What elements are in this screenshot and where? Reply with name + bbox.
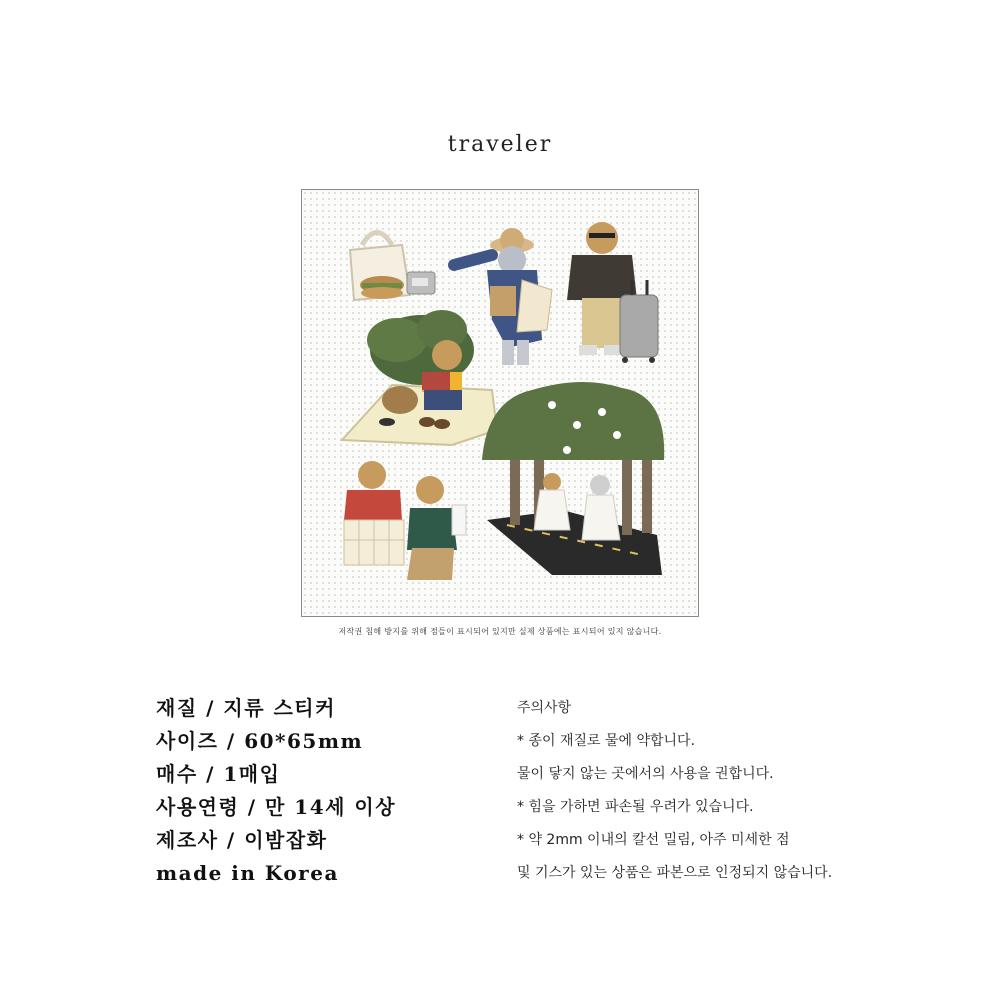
spec-manufacturer: 제조사 / 이밤잡화 bbox=[156, 828, 328, 852]
caution-section bbox=[517, 692, 832, 890]
spec-age: 사용연령 / 만 14세 이상 bbox=[156, 795, 397, 819]
caution-heading: 주의사항 bbox=[517, 700, 572, 716]
sticker-illustrations bbox=[302, 190, 698, 616]
product-title: traveler bbox=[447, 132, 553, 157]
picnic-sticker bbox=[342, 310, 497, 445]
copyright-notice: 저작권 침해 방지를 위해 점들이 표시되어 있지만 실제 상품에는 표시되어 있지 않습니다. bbox=[338, 627, 662, 636]
caution-line: 물이 닿지 않는 곳에서의 사용을 권합니다. bbox=[517, 766, 774, 782]
spec-material: 재질 / 지류 스티커 bbox=[156, 696, 336, 720]
suitcase-bear-sticker bbox=[567, 222, 658, 363]
sticker-sheet-image bbox=[301, 189, 699, 617]
market-stall-sticker bbox=[344, 461, 466, 580]
spec-size: 사이즈 / 60*65mm bbox=[156, 729, 364, 753]
caution-line: * 종이 재질로 물에 약합니다. bbox=[517, 733, 696, 749]
tote-bag-sandwich-sticker bbox=[350, 233, 435, 301]
caution-line: * 힘을 가하면 파손될 우려가 있습니다. bbox=[517, 799, 754, 815]
spec-quantity: 매수 / 1매입 bbox=[156, 762, 281, 786]
forest-road-sticker bbox=[482, 382, 664, 575]
caution-line: 및 기스가 있는 상품은 파본으로 인정되지 않습니다. bbox=[517, 865, 833, 881]
product-specs bbox=[156, 692, 396, 890]
spec-origin: made in Korea bbox=[156, 861, 339, 885]
caution-line: * 약 2mm 이내의 칼선 밀림, 아주 미세한 점 bbox=[517, 832, 790, 848]
